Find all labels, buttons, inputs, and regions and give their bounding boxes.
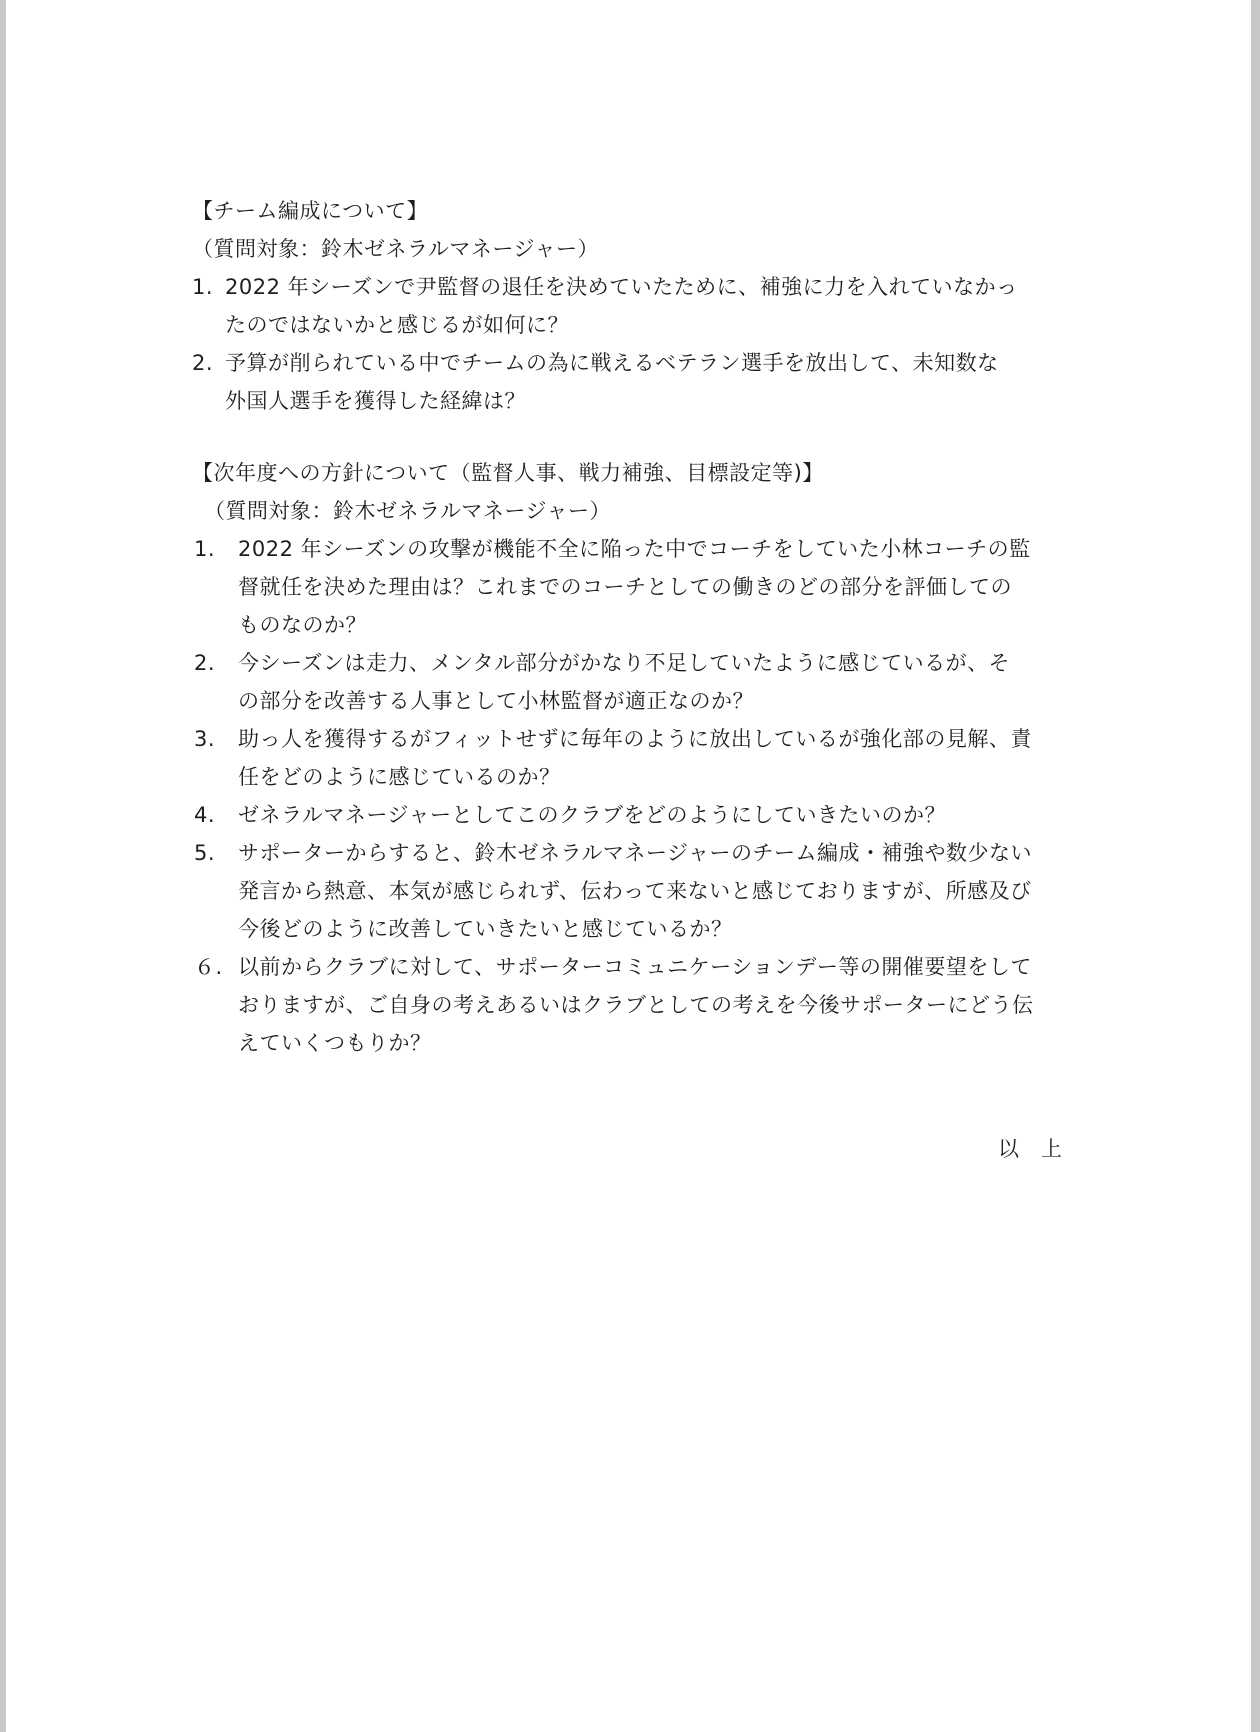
question-item bbox=[194, 530, 1094, 644]
closing-mark: 以 上 bbox=[998, 1137, 1063, 1161]
section-spacer bbox=[192, 420, 1092, 454]
question-text-line: 任をどのように感じているのか？ bbox=[238, 765, 561, 789]
document-content bbox=[192, 192, 1092, 1062]
question-text-line: おりますが、ご自身の考えあるいはクラブとしての考えを今後サポーターにどう伝 bbox=[238, 993, 1034, 1017]
question-item bbox=[194, 720, 1094, 796]
section-heading: 【次年度への方針について（監督人事、戦力補強、目標設定等)】 bbox=[192, 461, 824, 485]
question-text-line: 外国人選手を獲得した経緯は？ bbox=[225, 389, 526, 413]
question-text-line: たのではないかと感じるが如何に？ bbox=[225, 313, 569, 337]
question-number: ６. bbox=[194, 955, 223, 979]
question-item bbox=[194, 796, 1094, 834]
question-text-line: 助っ人を獲得するがフィットせずに毎年のように放出しているが強化部の見解、責 bbox=[238, 727, 1032, 751]
question-subject: （質問対象：鈴木ゼネラルマネージャー） bbox=[192, 237, 600, 261]
question-item bbox=[192, 344, 1092, 420]
question-item bbox=[194, 834, 1094, 948]
question-text-line: 督就任を決めた理由は？これまでのコーチとしての働きのどの部分を評価しての bbox=[238, 575, 1012, 599]
question-item bbox=[194, 948, 1094, 1062]
question-number: 5. bbox=[194, 841, 216, 865]
section-team-composition bbox=[192, 192, 1092, 420]
question-number: 2. bbox=[192, 351, 214, 375]
question-number: 2. bbox=[194, 651, 216, 675]
question-text-line: の部分を改善する人事として小林監督が適正なのか？ bbox=[238, 689, 754, 713]
question-number: 1. bbox=[192, 275, 214, 299]
question-number: 4. bbox=[194, 803, 216, 827]
section-next-season-policy bbox=[192, 454, 1092, 1062]
question-text-line: ものなのか？ bbox=[238, 613, 367, 637]
question-item bbox=[194, 644, 1094, 720]
question-text-line: 予算が削られている中でチームの為に戦えるベテラン選手を放出して、未知数な bbox=[225, 351, 999, 375]
question-text-line: ゼネラルマネージャーとしてこのクラブをどのようにしていきたいのか？ bbox=[238, 803, 947, 827]
question-number: 3. bbox=[194, 727, 216, 751]
question-text-line: えていくつもりか？ bbox=[238, 1031, 432, 1055]
question-text-line: 発言から熱意、本気が感じられず、伝わって来ないと感じておりますが、所感及び bbox=[238, 879, 1032, 903]
question-text-line: 2022 年シーズンの攻撃が機能不全に陥った中でコーチをしていた小林コーチの監 bbox=[238, 537, 1031, 561]
question-text-line: 以前からクラブに対して、サポーターコミュニケーションデー等の開催要望をして bbox=[238, 955, 1032, 979]
question-number: 1. bbox=[194, 537, 216, 561]
question-subject: （質問対象：鈴木ゼネラルマネージャー） bbox=[204, 499, 612, 523]
question-text-line: 今シーズンは走力、メンタル部分がかなり不足していたように感じているが、そ bbox=[238, 651, 1011, 675]
question-text-line: 2022 年シーズンで尹監督の退任を決めていたために、補強に力を入れていなかっ bbox=[225, 275, 1018, 299]
question-text-line: サポーターからすると、鈴木ゼネラルマネージャーのチーム編成・補強や数少ない bbox=[238, 841, 1033, 865]
question-text-line: 今後どのように改善していきたいと感じているか？ bbox=[238, 917, 733, 941]
section-heading: 【チーム編成について】 bbox=[192, 199, 429, 223]
question-item bbox=[192, 268, 1092, 344]
document-page bbox=[6, 0, 1251, 1732]
